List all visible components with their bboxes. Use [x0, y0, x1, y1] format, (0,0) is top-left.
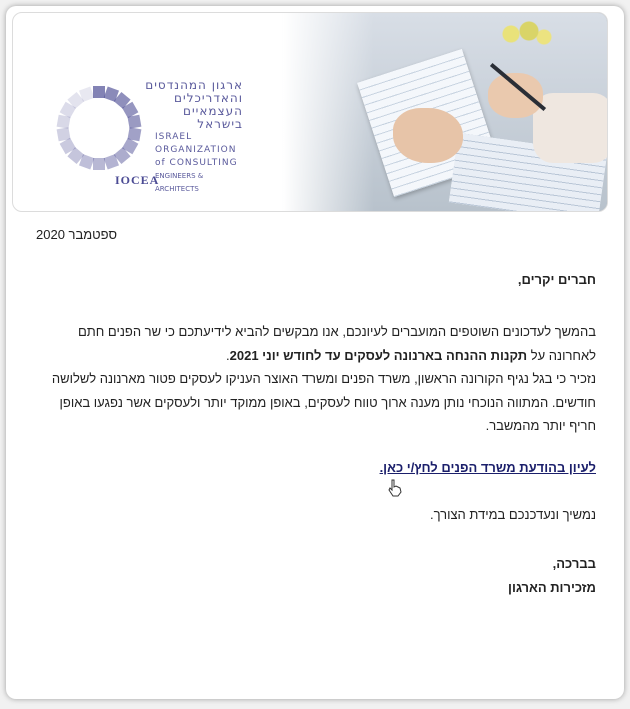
banner-flowers-image	[493, 19, 553, 49]
ministry-announcement-link[interactable]: לעיון בהודעת משרד הפנים לחץ/י כאן.	[379, 460, 596, 475]
letter-greeting: חברים יקרים,	[517, 272, 596, 287]
logo-english-line: ISRAEL	[155, 132, 193, 142]
letter-date: ספטמבר 2020	[36, 227, 117, 242]
logo-hebrew-line: העצמאיים	[183, 104, 243, 118]
letter-continue-text: נמשיך ונעדכנכם במידת הצורך.	[429, 507, 596, 522]
paragraph-text-3: נזכיר כי בגל נגיף הקורונה הראשון, משרד הפנים ומשרד האוצר העניקו לעסקים פטור מארנונה לשלושה חודשים. המתווה הנוכחי נותן מענה ארוך טווח לעסקים, באופן ממוקד יותר ולעסקים אשר נפגעו באופן חריף יותר מהמשבר.	[51, 371, 596, 433]
paragraph-text-1: בהמשך לעדכונים השוטפים המועברים לעיונכם, אנו מבקשים להביא לידיעתכם כי שר הפנים חתם לאחרונה על	[77, 324, 596, 363]
header-banner	[12, 12, 608, 212]
letter-signature: מזכירות הארגון	[508, 580, 596, 595]
logo-english-line: ORGANIZATION	[155, 145, 237, 155]
logo-english-line: of CONSULTING	[155, 158, 238, 168]
logo-ring-square	[57, 127, 71, 141]
hand-pointer-icon	[385, 478, 405, 498]
logo-english-small: ENGINEERS & ARCHITECTS	[155, 172, 204, 193]
letter-paragraph	[36, 320, 596, 438]
logo-hebrew-line: בישראל	[197, 117, 243, 131]
paragraph-text-2: .	[226, 347, 230, 363]
logo-hebrew-line: והאדריכלים	[174, 91, 243, 105]
banner-hand-image	[393, 108, 463, 163]
logo-ring-square	[93, 158, 105, 170]
letter-regards: בברכה,	[552, 556, 596, 571]
banner-hand2-image	[488, 73, 543, 118]
paragraph-bold-regulation: תקנות ההנחה בארנונה לעסקים עד לחודש יוני 2021	[229, 347, 528, 363]
logo-ring-square	[93, 86, 105, 98]
logo-hebrew-line: ארגון המהנדסים	[145, 78, 243, 92]
banner-sleeve-image	[533, 93, 608, 163]
logo-abbreviation: IOCEA	[115, 173, 160, 187]
